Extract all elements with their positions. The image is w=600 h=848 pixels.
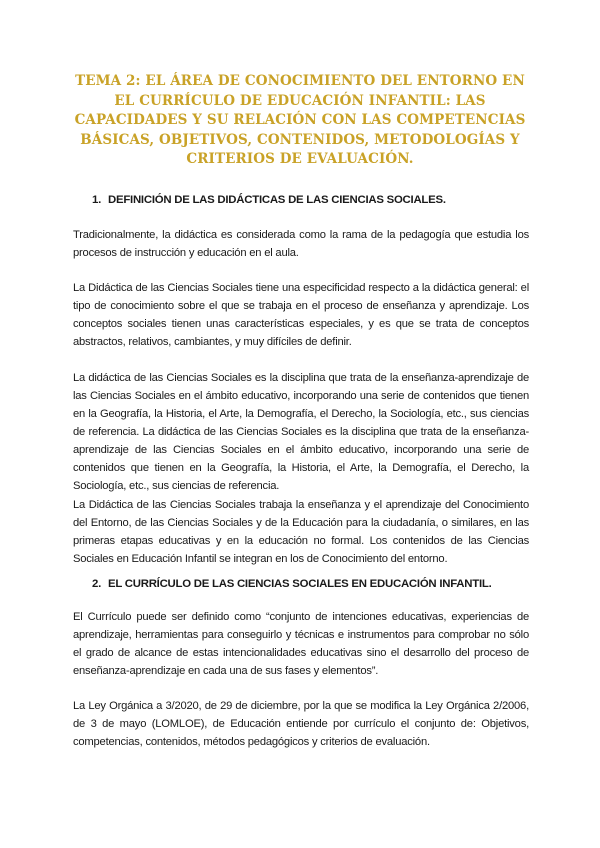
section-1-number: 1. xyxy=(92,194,101,206)
paragraph-2: La Didáctica de las Ciencias Sociales tiene una especificidad respecto a la didáctica general: el tipo de conocimiento sobre el que se trabaja en el proceso de enseñanza y aprendizaje. Los conceptos sociales tienen unas características especiales, y es que se trata de conceptos abstractos, relativos, cambiantes, y muy difíciles de definir. xyxy=(73,282,529,348)
section-2-heading xyxy=(92,577,532,592)
paragraph-4: La Didáctica de las Ciencias Sociales trabaja la enseñanza y el aprendizaje del Conocimiento del Entorno, de las Ciencias Sociales y de la Educación para la ciudadanía, o similares, en las primeras etapas educativas y en la educación no formal. Los contenidos de las Ciencias Sociales en Educación Infantil se integran en los de Conocimiento del entorno. xyxy=(73,499,529,565)
section-1-heading-text: DEFINICIÓN DE LAS DIDÁCTICAS DE LAS CIENCIAS SOCIALES. xyxy=(108,194,446,206)
paragraph-5: El Currículo puede ser definido como “conjunto de intenciones educativas, experiencias de aprendizaje, herramientas para conseguirlo y técnicas e instrumentos para comprobar no sólo el grado de alcance de estas intencionalidades educativas sino el desarrollo del proceso de enseñanza-aprendizaje en cada una de sus fases y elementos”. xyxy=(73,611,529,677)
paragraph-1: Tradicionalmente, la didáctica es considerada como la rama de la pedagogía que estudia los procesos de instrucción y educación en el aula. xyxy=(73,229,529,259)
section-1-heading xyxy=(92,193,532,208)
paragraph-3: La didáctica de las Ciencias Sociales es la disciplina que trata de la enseñanza-aprendizaje de las Ciencias Sociales en el ámbito educativo, incorporando una serie de contenidos que tienen en la Geografía, la Historia, el Arte, la Demografía, el Derecho, la Sociología, etc., sus ciencias de referencia. La didáctica de las Ciencias Sociales es la disciplina que trata de la enseñanza-aprendizaje de las Ciencias Sociales en el ámbito educativo, incorporando una serie de contenidos que tienen en la Geografía, la Historia, el Arte, la Demografía, el Derecho, la Sociología, etc., sus ciencias de referencia. xyxy=(73,372,529,492)
section-2-heading-text: EL CURRÍCULO DE LAS CIENCIAS SOCIALES EN EDUCACIÓN INFANTIL. xyxy=(108,578,492,590)
section-2-number: 2. xyxy=(92,578,101,590)
document-title: TEMA 2: EL ÁREA DE CONOCIMIENTO DEL ENTORNO EN EL CURRÍCULO DE EDUCACIÓN INFANTIL: LAS CAPACIDADES Y SU RELACIÓN CON LAS COMPETENCIAS BÁSICAS, OBJETIVOS, CONTENIDOS, METODOLOGÍAS Y CRITERIOS DE EVALUACIÓN. xyxy=(74,73,526,167)
paragraph-6: La Ley Orgánica a 3/2020, de 29 de diciembre, por la que se modifica la Ley Orgánica 2/2006, de 3 de mayo (LOMLOE), de Educación entiende por currículo el conjunto de: Objetivos, competencias, contenidos, métodos pedagógicos y criterios de evaluación. xyxy=(73,700,529,748)
